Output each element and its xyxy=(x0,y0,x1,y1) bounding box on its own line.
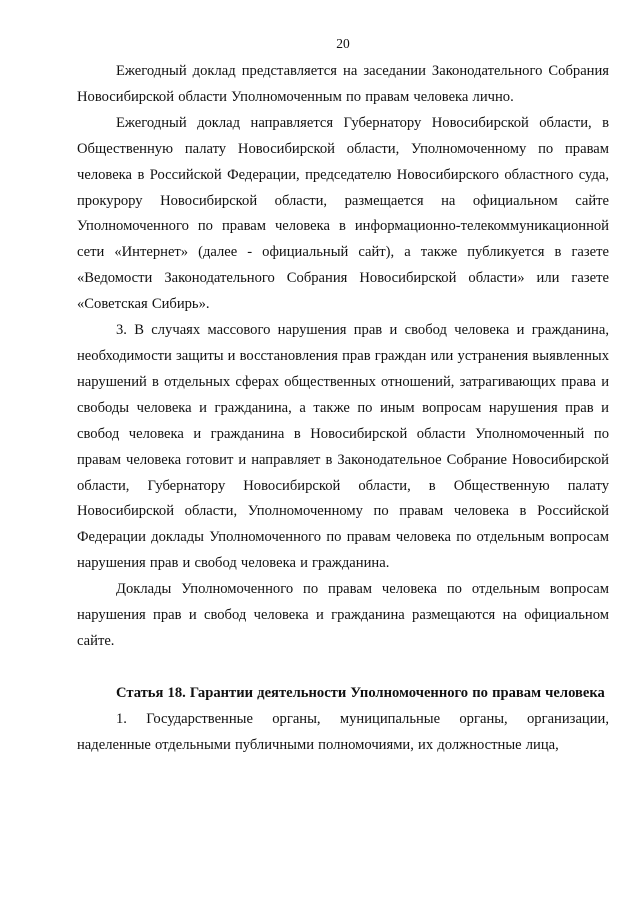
paragraph-annual-report-distribution: Ежегодный доклад направляется Губернатору Новосибирской области, в Общественную палату Новосибирской области, Уполномоченному по правам человека в Российской Федерации, председателю Новосибирского областного суда, прокурору Новосибирской области, размещается на официальном сайте Уполномоченного по правам человека в информационно-телекоммуникационной сети «Интернет» (далее - официальный сайт), а также публикуется в газете «Ведомости Законодательного Собрания Новосибирской области» или газете «Советская Сибирь». xyxy=(77,114,609,313)
paragraph-special-reports-publication: Доклады Уполномоченного по правам человека по отдельным вопросам нарушения прав и свобод человека и гражданина размещаются на официальном сайте. xyxy=(77,581,609,649)
paragraph-article-18-item-1: 1. Государственные органы, муниципальные органы, организации, наделенные отдельными публичными полномочиями, их должностные лица, xyxy=(77,710,609,753)
paragraph-annual-report-presentation: Ежегодный доклад представляется на заседании Законодательного Собрания Новосибирской области Уполномоченным по правам человека лично. xyxy=(77,63,609,105)
page-number: 20 xyxy=(336,36,350,51)
paragraph-special-reports: 3. В случаях массового нарушения прав и свобод человека и гражданина, необходимости защиты и восстановления прав граждан или устранения выявленных нарушений в отдельных сферах общественных отношений, затрагивающих права и свободы человека и гражданина, а также по иным вопросам нарушения прав и свобод человека и гражданина в Новосибирской области Уполномоченный по правам человека готовит и направляет в Законодательное Собрание Новосибирской области, Губернатору Новосибирской области, в Общественную палату Новосибирской области, Уполномоченному по правам человека в Российской Федерации доклады Уполномоченного по правам человека по отдельным вопросам нарушения прав и свобод человека и гражданина. xyxy=(77,322,609,572)
document-body xyxy=(77,59,609,759)
article-heading: Статья 18. Гарантии деятельности Уполномоченного по правам человека xyxy=(116,684,605,701)
